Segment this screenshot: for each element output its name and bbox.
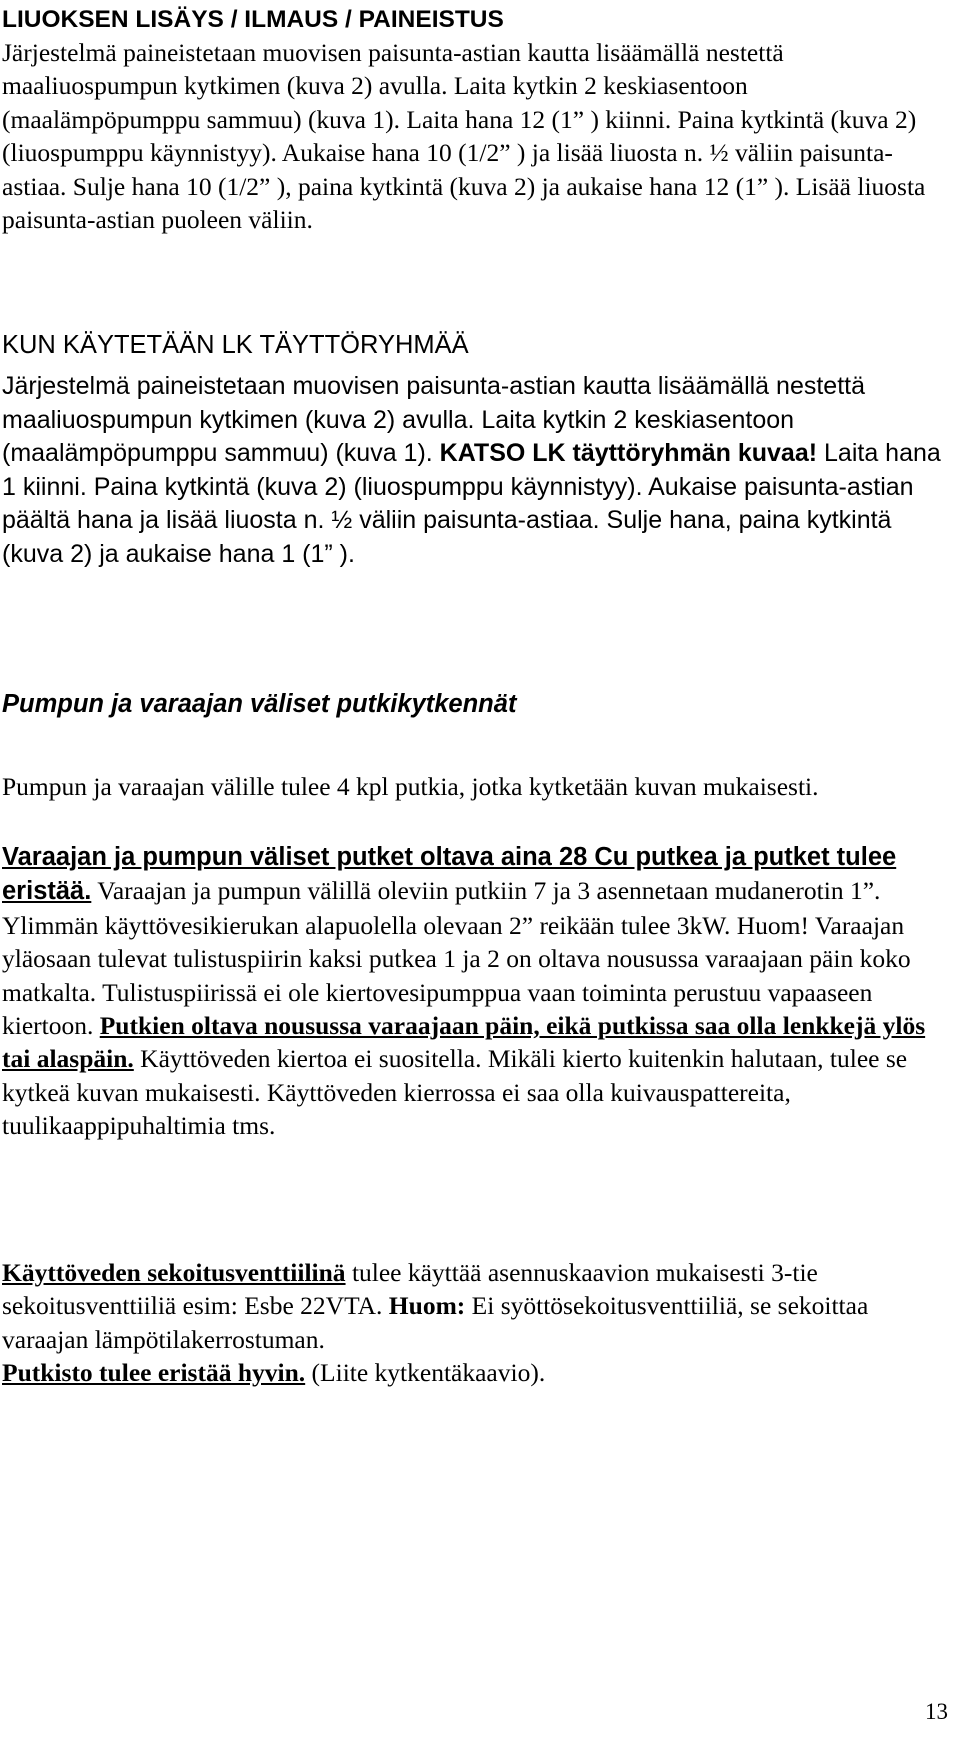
text-span: (Liite kytkentäkaavio). <box>305 1358 546 1388</box>
section-heading-lk-tayttoryhma: KUN KÄYTETÄÄN LK TÄYTTÖRYHMÄÄ <box>2 331 469 359</box>
underlined-bold-requirement: Varaajan ja pumpun väliset putket oltava aina 28 Cu putkea ja putket tulee eristää. <box>2 843 897 906</box>
paragraph-lk-tayttoryhma <box>2 370 952 571</box>
text-span: Järjestelmä paineistetaan muovisen paisunta-astian kautta lisäämällä nestettä maaliuospumpun kytkimen (kuva 2) avulla. Laita kytkin 2 keskiasentoon (maalämpöpumppu sammuu) (kuva 1). <box>2 372 865 467</box>
bold-note-label: Huom: <box>388 1291 466 1321</box>
underlined-bold-term: Käyttöveden sekoitusventtiilinä <box>2 1258 346 1287</box>
underlined-bold-warning: Putkien oltava nousussa varaajaan päin, eikä putkissa saa olla lenkkejä ylös tai alaspäin. <box>2 1011 926 1074</box>
paragraph-sekoitusventtiili <box>2 1256 952 1390</box>
text-span: Käyttöveden kiertoa ei suositella. Mikäli kierto kuitenkin halutaan, tulee se kytkeä kuvan mukaisesti. Käyttöveden kierrossa ei saa olla kuivauspattereita, tuulikaappipuhaltimia tms. <box>2 1044 908 1141</box>
paragraph-paineistus: Järjestelmä paineistetaan muovisen paisunta-astian kautta lisäämällä nestettä maaliuospumpun kytkimen (kuva 2) avulla. Laita kytkin 2 keskiasentoon (maalämpöpumppu sammuu) (kuva 1). Laita hana 12 (1” ) kiinni. Paina kytkintä (kuva 2) (liuospumppu käynnistyy). Aukaise hana 10 (1/2” ) ja lisää liuosta n. ½ väliin paisunta-astiaa. Sulje hana 10 (1/2” ), paina kytkintä (kuva 2) ja aukaise hana 12 (1” ). Lisää liuosta paisunta-astian puoleen väliin. <box>2 38 926 235</box>
underlined-bold-insulation: Putkisto tulee eristää hyvin. <box>2 1358 306 1388</box>
bold-notice: KATSO LK täyttöryhmän kuvaa! <box>439 439 818 467</box>
page-number: 13 <box>925 1699 948 1724</box>
section-heading-liuoksen-lisays: LIUOKSEN LISÄYS / ILMAUS / PAINEISTUS <box>2 6 504 33</box>
text-span: Laita hana 1 kiinni. Paina kytkintä (kuva 2) (liuospumppu käynnistyy). Aukaise paisunta-astian päältä hana ja lisää liuosta n. ½ väliin paisunta-astiaa. Sulje hana, paina kytkintä (kuva 2) ja aukaise hana 1 (1” ). <box>2 439 941 568</box>
text-span: tulee käyttää asennuskaavion mukaisesti 3-tie sekoitusventtiiliä esim: Esbe 22VTA. <box>2 1258 818 1321</box>
paragraph-putket-ohjeet <box>2 840 952 1143</box>
text-span: Varaajan ja pumpun välillä oleviin putkiin 7 ja 3 asennetaan mudanerotin 1”. Ylimmän käyttövesikierukan alapuolella olevaan 2” reikään tulee 3kW. Huom! Varaajan yläosaan tulevat tulistuspiirin kaksi putkea 1 ja 2 on oltava nousussa varaajaan päin koko matkalta. Tulistuspiirissä ei ole kiertovesipumppua vaan toiminta perustuu vapaaseen kiertoon. <box>2 876 911 1041</box>
section-heading-putkikytkennat: Pumpun ja varaajan väliset putkikytkennät <box>2 690 517 718</box>
text-span: Ei syöttösekoitusventtiiliä, se sekoittaa varaajan lämpötilakerrostuman. <box>2 1291 869 1354</box>
paragraph-putket-intro: Pumpun ja varaajan välille tulee 4 kpl putkia, jotka kytketään kuvan mukaisesti. <box>2 772 819 801</box>
